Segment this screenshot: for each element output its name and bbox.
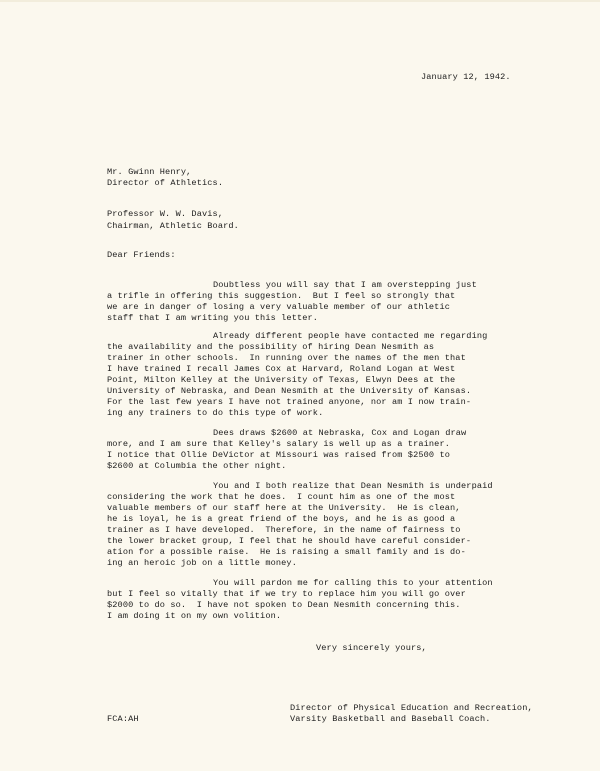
body-line: ation for a possible raise. He is raising a small family and is do- <box>107 547 466 557</box>
body-line: valuable members of our staff here at the University. He is clean, <box>107 503 461 513</box>
salutation: Dear Friends: <box>107 250 176 260</box>
closing: Very sincerely yours, <box>316 643 427 653</box>
body-line: but I feel so vitally that if we try to replace him you will go over <box>107 589 466 599</box>
body-line: staff that I am writing you this letter. <box>107 313 319 323</box>
body-line: trainer in other schools. In running over the names of the men that <box>107 353 466 363</box>
recipient-line: Director of Athletics. <box>107 178 224 188</box>
recipient-line: Mr. Gwinn Henry, <box>107 167 192 177</box>
body-line: I have trained I recall James Cox at Harvard, Roland Logan at West <box>107 364 456 374</box>
body-line: University of Nebraska, and Dean Nesmith at the University of Kansas. <box>107 386 472 396</box>
top-edge <box>0 0 600 2</box>
body-line: Already different people have contacted me regarding <box>213 331 488 341</box>
signature-title: Director of Physical Education and Recreation, <box>290 703 533 713</box>
letter-date: January 12, 1942. <box>421 72 511 82</box>
signature-title: Varsity Basketball and Baseball Coach. <box>290 714 491 724</box>
body-line: a trifle in offering this suggestion. But I feel so strongly that <box>107 291 456 301</box>
body-line: the availability and the possibility of hiring Dean Nesmith as <box>107 342 435 352</box>
body-line: we are in danger of losing a very valuable member of our athletic <box>107 302 451 312</box>
body-line: ing any trainers to do this type of work. <box>107 408 324 418</box>
body-line: For the last few years I have not trained anyone, nor am I now train- <box>107 397 472 407</box>
body-line: ing an heroic job on a little money. <box>107 558 297 568</box>
body-line: $2600 at Columbia the other night. <box>107 461 287 471</box>
body-line: You will pardon me for calling this to your attention <box>213 578 493 588</box>
body-line: more, and I am sure that Kelley's salary is well up as a trainer. <box>107 439 451 449</box>
body-line: Dees draws $2600 at Nebraska, Cox and Logan draw <box>213 428 467 438</box>
body-line: $2000 to do so. I have not spoken to Dean Nesmith concerning this. <box>107 600 461 610</box>
recipient-line: Professor W. W. Davis, <box>107 209 224 219</box>
body-line: considering the work that he does. I count him as one of the most <box>107 492 456 502</box>
body-line: Doubtless you will say that I am overstepping just <box>213 280 477 290</box>
body-line: I notice that Ollie DeVictor at Missouri was raised from $2500 to <box>107 450 451 460</box>
body-line: trainer as I have developed. Therefore, in the name of fairness to <box>107 525 461 535</box>
body-line: Point, Milton Kelley at the University of Texas, Elwyn Dees at the <box>107 375 456 385</box>
recipient-line: Chairman, Athletic Board. <box>107 221 239 231</box>
body-line: he is loyal, he is a great friend of the boys, and he is as good a <box>107 514 456 524</box>
typist-initials: FCA:AH <box>107 714 139 724</box>
body-line: I am doing it on my own volition. <box>107 611 282 621</box>
body-line: the lower bracket group, I feel that he should have careful consider- <box>107 536 472 546</box>
body-line: You and I both realize that Dean Nesmith is underpaid <box>213 481 493 491</box>
